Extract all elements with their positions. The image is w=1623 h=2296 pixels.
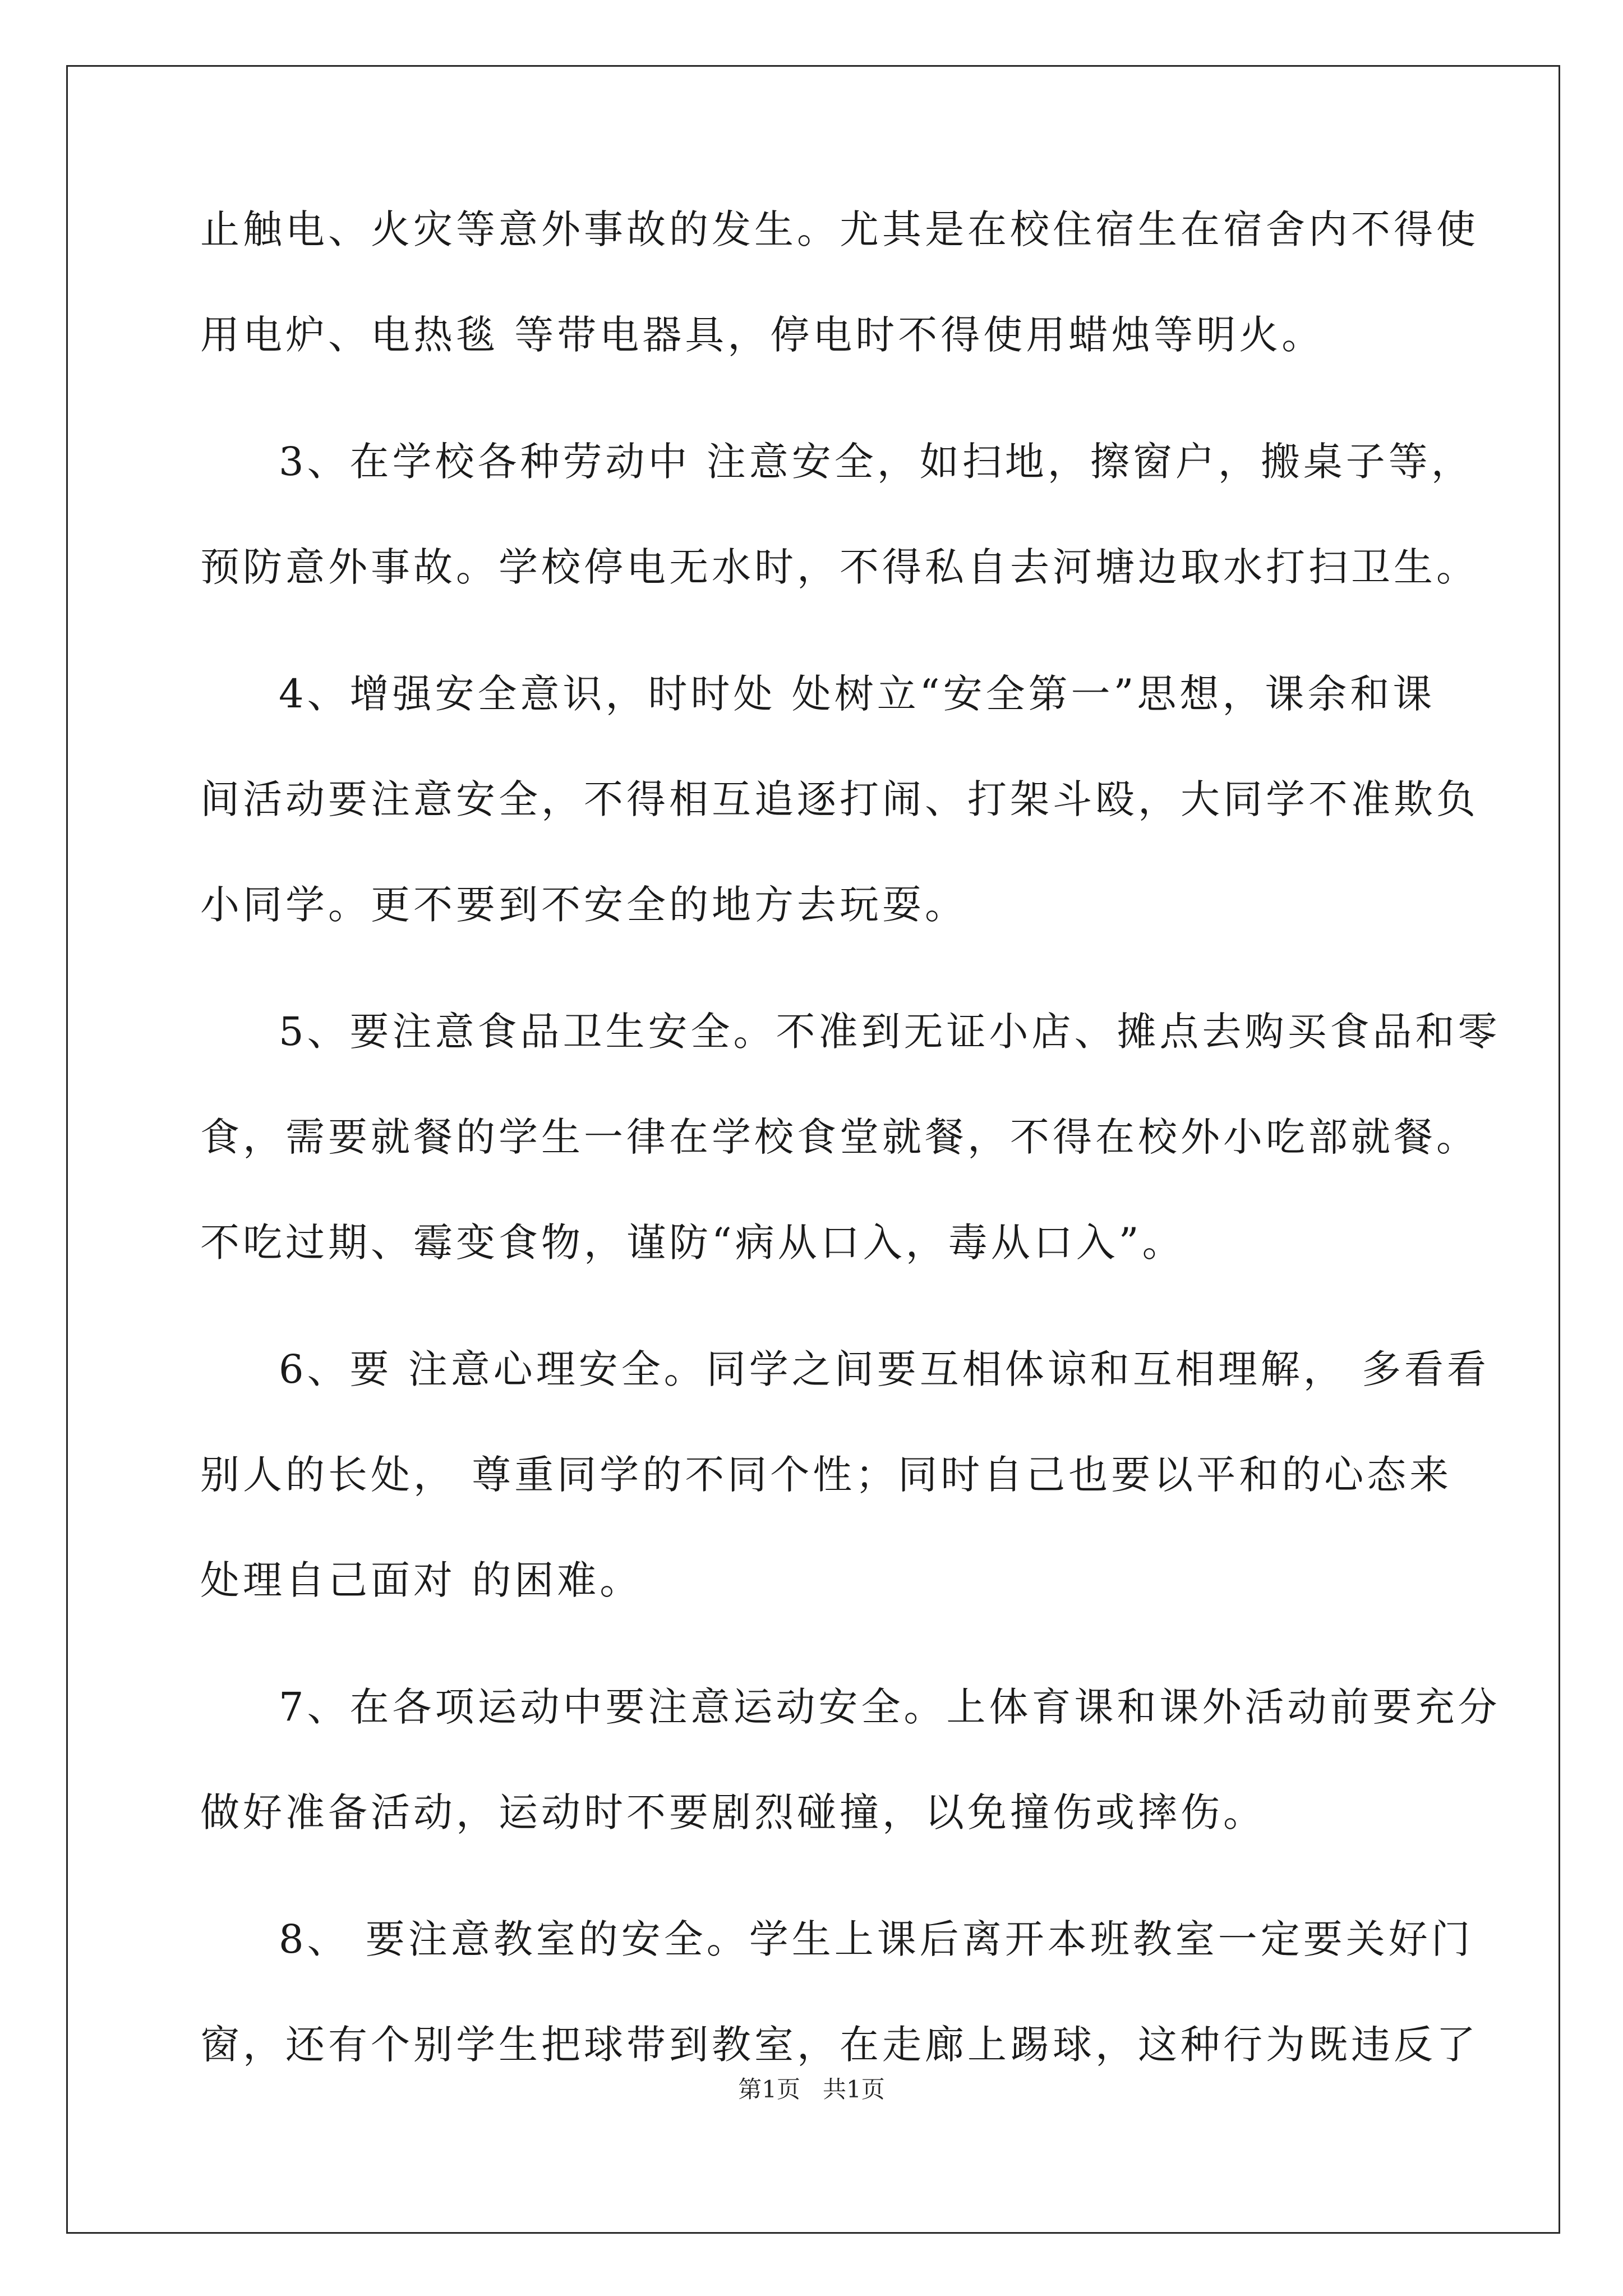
- body-text-line: 5、要注意食品卫生安全。不准到无证小店、摊点去购买食品和零: [279, 1009, 1501, 1055]
- body-text-line: 间活动要注意安全，不得相互追逐打闹、打架斗殴，大同学不准欺负: [200, 776, 1479, 822]
- body-text-line: 小同学。更不要到不安全的地方去玩耍。: [200, 882, 967, 928]
- body-text-line: 做好准备活动，运动时不要剧烈碰撞，以免撞伤或摔伤。: [200, 1789, 1266, 1835]
- body-text-line: 止触电、火灾等意外事故的发生。尤其是在校住宿生在宿舍内不得使: [200, 206, 1479, 252]
- body-text-line: 不吃过期、霉变食物，谨防“病从口入，毒从口入”。: [200, 1220, 1185, 1266]
- body-text-line: 窗，还有个别学生把球带到教室，在走廊上踢球，这种行为既违反了: [200, 2022, 1479, 2068]
- body-text-line: 3、在学校各种劳动中 注意安全，如扫地，擦窗户，搬桌子等，: [279, 439, 1474, 485]
- body-text-line: 用电炉、电热毯 等带电器具，停电时不得使用蜡烛等明火。: [200, 312, 1325, 358]
- body-text-line: 7、在各项运动中要注意运动安全。上体育课和课外活动前要充分: [279, 1684, 1501, 1730]
- body-text-line: 预防意外事故。学校停电无水时，不得私自去河塘边取水打扫卫生。: [200, 544, 1479, 590]
- page-number-footer: 第1页 共1页: [738, 2076, 885, 2103]
- body-text-line: 处理自己面对 的困难。: [200, 1557, 643, 1603]
- body-text-line: 别人的长处， 尊重同学的不同个性；同时自己也要以平和的心态来: [200, 1452, 1453, 1498]
- body-text-line: 4、增强安全意识，时时处 处树立“安全第一”思想，课余和课: [279, 671, 1436, 717]
- body-text-line: 6、要 注意心理安全。同学之间要互相体谅和互相理解， 多看看: [279, 1346, 1490, 1392]
- body-text-line: 8、 要注意教室的安全。学生上课后离开本班教室一定要关好门: [279, 1916, 1474, 1962]
- body-text-line: 食，需要就餐的学生一律在学校食堂就餐，不得在校外小吃部就餐。: [200, 1114, 1479, 1160]
